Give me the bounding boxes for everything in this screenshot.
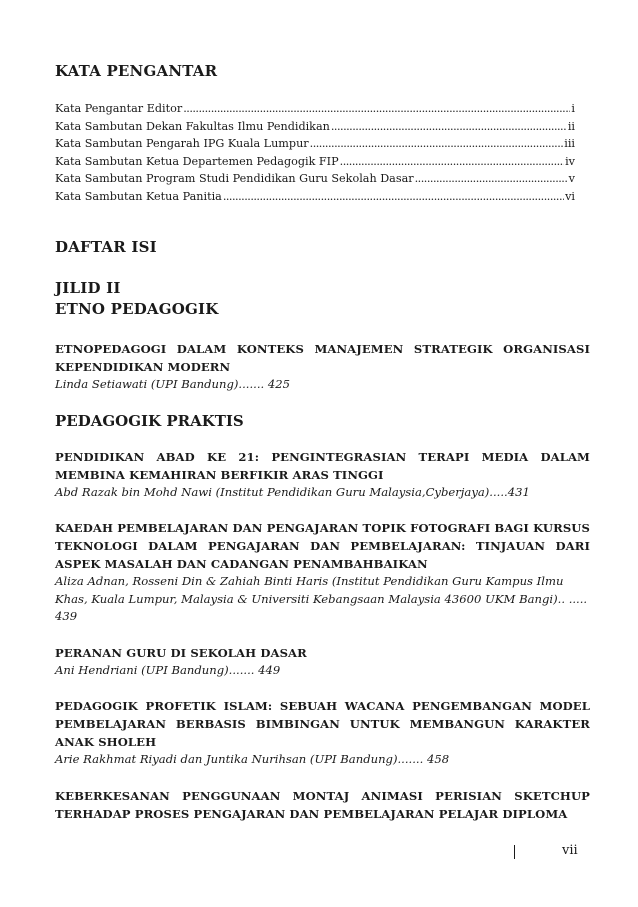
entry-title: KEBERKESANAN PENGGUNAAN MONTAJ ANIMASI PERISIAN SKETCHUP TERHADAP PROSES PENGAJARAN DAN PEMBELAJARAN PELAJAR DIPLOMA (55, 788, 590, 821)
entry-title: PENDIDIKAN ABAD KE 21: PENGINTEGRASIAN TERAPI MEDIA DALAM MEMBINA KEMAHIRAN BERFIKIR ARAS TINGGI (55, 449, 590, 482)
entry-author: Arie Rakhmat Riyadi dan Juntika Nurihsan (UPI Bandung)....... 458 (55, 752, 450, 766)
toc-line[interactable] (55, 170, 575, 188)
toc-leader-dots (340, 153, 564, 171)
jilid-heading: JILID II (55, 279, 121, 297)
footer-divider (514, 845, 515, 859)
front-matter-toc (55, 100, 575, 205)
entry-author: Linda Setiawati (UPI Bandung)....... 425 (55, 377, 291, 391)
entry-title: PERANAN GURU DI SEKOLAH DASAR (55, 645, 307, 660)
entry-author: Abd Razak bin Mohd Nawi (Institut Pendidikan Guru Malaysia,Cyberjaya).....431 (55, 484, 530, 499)
toc-leader-dots (223, 188, 564, 206)
section-heading-etno-pedagogik: ETNO PEDAGOGIK (55, 300, 219, 318)
toc-label: Kata Pengantar Editor (55, 102, 183, 115)
toc-line[interactable] (55, 188, 575, 206)
toc-page: ii (567, 119, 575, 133)
page-number: vii (562, 843, 578, 858)
list-item[interactable] (55, 519, 590, 626)
toc-line[interactable] (55, 100, 575, 118)
toc-leader-dots (183, 100, 570, 118)
contents-entries (55, 340, 590, 841)
toc-label: Kata Sambutan Dekan Fakultas Ilmu Pendidikan (55, 119, 330, 133)
toc-line[interactable] (55, 153, 575, 171)
entry-author: Ani Hendriani (UPI Bandung)....... 449 (55, 662, 281, 677)
list-item[interactable] (55, 697, 590, 769)
toc-leader-dots (415, 170, 568, 188)
toc-page: iv (565, 154, 575, 168)
toc-page: i (571, 102, 575, 115)
kata-pengantar-heading: KATA PENGANTAR (55, 62, 218, 80)
list-item[interactable] (55, 340, 590, 394)
toc-label: Kata Sambutan Ketua Departemen Pedagogik FIP (55, 154, 339, 168)
list-item[interactable] (55, 644, 590, 680)
toc-label: Kata Sambutan Program Studi Pendidikan Guru Sekolah Dasar (55, 172, 414, 185)
toc-label: Kata Sambutan Pengarah IPG Kuala Lumpur (55, 137, 309, 150)
toc-page: v (568, 172, 575, 185)
toc-page: vi (565, 189, 575, 203)
section-heading-pedagogik-praktis: PEDAGOGIK PRAKTIS (55, 411, 244, 430)
entry-title: ETNOPEDAGOGI DALAM KONTEKS MANAJEMEN STRATEGIK ORGANISASI KEPENDIDIKAN MODERN (55, 342, 590, 374)
toc-leader-dots (310, 135, 564, 153)
list-item[interactable] (55, 448, 590, 502)
daftar-isi-heading: DAFTAR ISI (55, 238, 157, 256)
toc-line[interactable] (55, 135, 575, 153)
entry-author: Aliza Adnan, Rosseni Din & Zahiah Binti Haris (Institut Pendidikan Guru Kampus Ilmu Khas, Kuala Lumpur, Malaysia & Universiti Kebangsaan Malaysia 43600 UKM Bangi).. ..... 439 (55, 574, 588, 623)
list-item[interactable] (55, 787, 590, 823)
toc-leader-dots (331, 118, 567, 136)
toc-page: iii (564, 137, 575, 150)
toc-label: Kata Sambutan Ketua Panitia (55, 189, 222, 203)
entry-title: KAEDAH PEMBELAJARAN DAN PENGAJARAN TOPIK FOTOGRAFI BAGI KURSUS TEKNOLOGI DALAM PENGAJARAN DAN PEMBELAJARAN: TINJAUAN DARI ASPEK MASALAH DAN CADANGAN PENAMBAHBAIKAN (55, 521, 590, 571)
entry-title: PEDAGOGIK PROFETIK ISLAM: SEBUAH WACANA PENGEMBANGAN MODEL PEMBELAJARAN BERBASIS BIMBINGAN UNTUK MEMBANGUN KARAKTER ANAK SHOLEH (55, 699, 590, 749)
toc-line[interactable] (55, 118, 575, 136)
